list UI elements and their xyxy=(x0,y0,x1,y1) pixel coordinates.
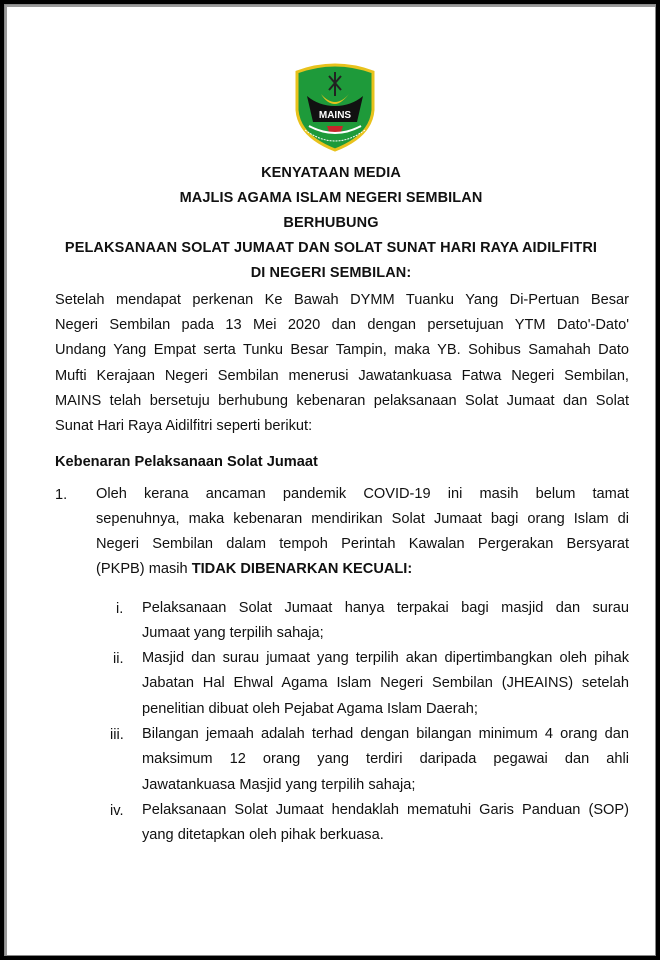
subitem-iv xyxy=(142,798,629,849)
intro-line: Sunat Hari Raya Aidilfitri seperti berikut: xyxy=(55,418,313,435)
intro-line: Undang Yang Empat serta Tunku Besar Tampin, maka YB. Sohibus Samahah Dato xyxy=(55,342,629,359)
item-line-prefix: (PKPB) masih xyxy=(96,561,192,577)
item-line: Oleh kerana ancaman pandemik COVID-19 ini masih belum tamat xyxy=(96,486,629,502)
subitem-numeral: i. xyxy=(116,601,124,617)
subitem-line: yang ditetapkan oleh pihak berkuasa. xyxy=(142,827,384,844)
heading-location: DI NEGERI SEMBILAN: xyxy=(250,265,412,281)
document-page xyxy=(4,4,656,956)
item-line: Negeri Sembilan dalam tempoh Perintah Kawalan Pergerakan Bersyarat xyxy=(96,536,629,552)
subitem-line: Jawatankuasa Masjid yang terpilih sahaja; xyxy=(142,776,416,793)
item-line: sepenuhnya, maka kebenaran mendirikan Solat Jumaat bagi orang Islam di xyxy=(96,511,629,527)
intro-line: Setelah mendapat perkenan Ke Bawah DYMM Tuanku Yang Di-Pertuan Besar xyxy=(55,292,629,308)
intro-paragraph xyxy=(55,288,629,439)
subitem-line: Pelaksanaan Solat Jumaat hendaklah mematuhi Garis Panduan (SOP) xyxy=(142,802,629,818)
subitem-i xyxy=(142,596,629,647)
intro-line: Mufti Kerajaan Negeri Sembilan menerusi Jawatankuasa Fatwa Negeri Sembilan, xyxy=(55,367,629,384)
subitem-ii xyxy=(142,646,629,722)
heading-organisation: MAJLIS AGAMA ISLAM NEGERI SEMBILAN xyxy=(179,190,483,206)
subitem-line: Jumaat yang terpilih sahaja; xyxy=(142,625,324,642)
subitem-line: Jabatan Hal Ehwal Agama Islam Negeri Sembilan (JHEAINS) setelah xyxy=(142,675,629,692)
section-title: Kebenaran Pelaksanaan Solat Jumaat xyxy=(55,454,318,470)
emphasis-not-permitted: TIDAK DIBENARKAN KECUALI: xyxy=(191,561,413,577)
subitem-line: Masjid dan surau jumaat yang terpilih akan dipertimbangkan oleh pihak xyxy=(142,650,629,666)
subitem-line: maksimum 12 orang yang terdiri daripada pegawai dan ahli xyxy=(142,751,629,768)
subitem-numeral: iv. xyxy=(110,803,124,819)
item-1 xyxy=(96,482,629,582)
subitem-line: Pelaksanaan Solat Jumaat hanya terpakai bagi masjid dan surau xyxy=(142,600,629,616)
heading-regarding: BERHUBUNG xyxy=(283,215,379,231)
intro-line: MAINS telah bersetuju berhubung kebenaran pelaksanaan Solat Jumaat dan Solat xyxy=(55,392,629,409)
gear-icon xyxy=(327,126,343,132)
mains-wordmark: MAINS xyxy=(318,110,352,121)
heading-media-statement: KENYATAAN MEDIA xyxy=(261,165,401,181)
intro-line: Negeri Sembilan pada 13 Mei 2020 dan dengan persetujuan YTM Dato'-Dato' xyxy=(55,317,629,334)
subitem-iii xyxy=(142,722,629,798)
item-line xyxy=(96,557,629,582)
mains-crest-logo xyxy=(291,60,379,152)
item-number: 1. xyxy=(55,487,68,503)
heading-subject: PELAKSANAAN SOLAT JUMAAT DAN SOLAT SUNAT HARI RAYA AIDILFITRI xyxy=(64,240,598,256)
subitem-numeral: iii. xyxy=(110,727,124,743)
subitem-numeral: ii. xyxy=(113,651,124,667)
subitem-line: Bilangan jemaah adalah terhad dengan bilangan minimum 4 orang dan xyxy=(142,726,629,742)
subitem-line: penelitian dibuat oleh Pejabat Agama Islam Daerah; xyxy=(142,700,478,717)
